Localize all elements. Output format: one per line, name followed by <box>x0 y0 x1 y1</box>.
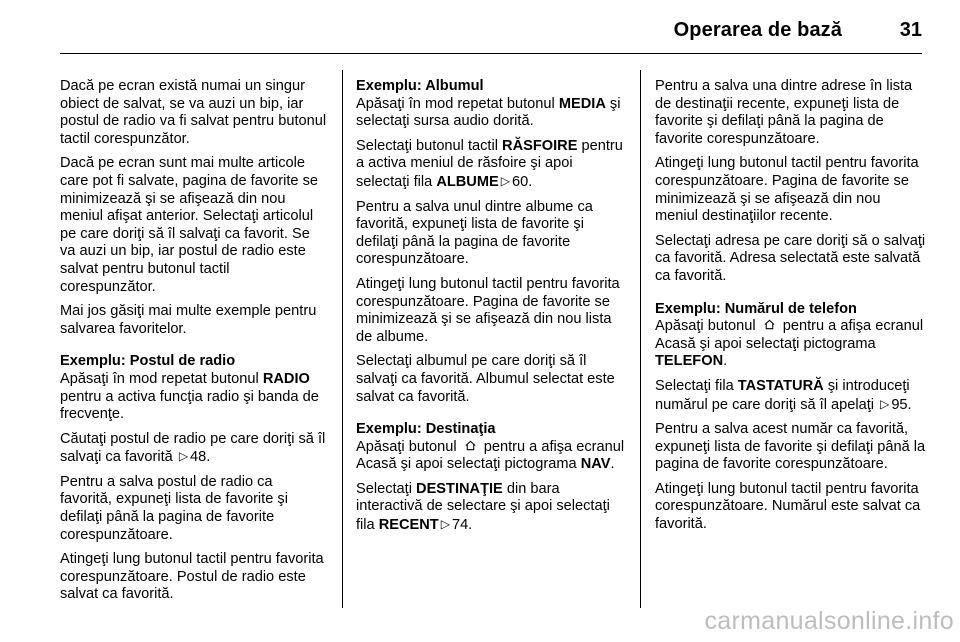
destination-label: DESTINAŢIE <box>416 480 503 497</box>
page-ref-arrow-icon: ▷ <box>440 517 450 532</box>
paragraph: Căutaţi postul de radio pe care doriţi să îl salvaţi ca favorită ▷ 48. <box>60 430 326 466</box>
paragraph: Pentru a salva unul dintre albume ca favorită, expuneţi lista de favorite şi defilaţi până la pagina de favorite corespunzătoare. <box>356 198 593 268</box>
header-divider <box>60 53 922 54</box>
media-button-label: MEDIA <box>558 95 606 112</box>
paragraph: Selectaţi adresa pe care doriţi să o salvaţi ca favorită. Adresa selectată este salvată ca favorită. <box>655 232 926 284</box>
paragraph: Pentru a salva acest număr ca favorită, expuneţi lista de favorite şi defilaţi până la pagina de favorite corespunzătoare. <box>655 421 926 473</box>
paragraph: Apăsaţi în mod repetat butonul RADIO pentru a activa funcţia radio şi banda de frecvenţe. <box>60 370 319 423</box>
column-2 <box>356 78 628 542</box>
phone-icon-label: TELEFON <box>655 353 724 370</box>
paragraph: Apăsaţi în mod repetat butonul MEDIA şi selectaţi sursa audio dorită. <box>356 95 621 130</box>
page-reference[interactable]: 74. <box>451 517 473 534</box>
page-footer <box>0 602 960 642</box>
column-divider-1 <box>342 70 343 608</box>
recent-tab-label: RECENT <box>378 517 439 534</box>
paragraph: Selectaţi fila TASTATURĂ şi introduceţi numărul pe care doriţi să îl apelaţi ▷ 95. <box>655 377 912 413</box>
page-reference[interactable]: 48. <box>190 449 211 466</box>
section-heading-phone: Exemplu: Numărul de telefon <box>655 300 857 317</box>
nav-icon-label: NAV <box>580 456 611 473</box>
home-icon <box>464 439 477 452</box>
page-title: Operarea de bază <box>673 19 842 41</box>
paragraph: Apăsaţi butonul pentru a afişa ecranul Acasă şi apoi selectaţi pictograma NAV. <box>356 438 625 473</box>
paragraph: Atingeţi lung butonul tactil pentru favorita corespunzătoare. Pagina de favorite se minimizează şi se afişează din nou meniul destinaţiilor recente. <box>655 155 919 225</box>
page-header <box>0 0 960 55</box>
column-1 <box>60 78 328 611</box>
keypad-tab-label: TASTATURĂ <box>737 377 824 394</box>
page-reference[interactable]: 95. <box>891 396 912 413</box>
radio-button-label: RADIO <box>262 370 310 387</box>
page-number: 31 <box>899 19 922 41</box>
section-heading-radio: Exemplu: Postul de radio <box>60 353 236 370</box>
paragraph: Atingeţi lung butonul tactil pentru favorita corespunzătoare. Pagina de favorite se minimizează şi se afişează din nou lista de albume. <box>356 275 620 345</box>
page-ref-arrow-icon: ▷ <box>880 396 890 411</box>
albums-tab-label: ALBUME <box>436 173 499 190</box>
section-heading-album: Exemplu: Albumul <box>356 78 484 94</box>
watermark: carmanualsonline.info <box>704 607 954 635</box>
paragraph: Pentru a salva postul de radio ca favorită, expuneţi lista de favorite şi defilaţi până la pagina de favorite corespunzătoare. <box>60 473 288 543</box>
paragraph: Selectaţi DESTINAŢIE din bara interactivă de selectare şi apoi selectaţi fila RECENT ▷ 74. <box>356 480 610 534</box>
column-divider-2 <box>640 70 641 608</box>
page-reference[interactable]: 60. <box>511 173 533 190</box>
paragraph: Selectaţi albumul pe care doriţi să îl salvaţi ca favorită. Albumul selectat este salvat ca favorită. <box>356 353 615 405</box>
page-ref-arrow-icon: ▷ <box>500 173 510 188</box>
paragraph: Mai jos găsiţi mai multe exemple pentru salvarea favoritelor. <box>60 303 317 337</box>
home-icon <box>763 318 776 331</box>
paragraph: Atingeţi lung butonul tactil pentru favorita corespunzătoare. Postul de radio este salvat ca favorită. <box>60 551 324 603</box>
section-heading-destination: Exemplu: Destinaţia <box>356 421 496 438</box>
paragraph: Pentru a salva una dintre adrese în lista de destinaţii recente, expuneţi lista de favorite şi defilaţi până la pagina de favorite corespunzătoare. <box>655 78 913 147</box>
column-3 <box>655 78 927 541</box>
paragraph: Dacă pe ecran sunt mai multe articole care pot fi salvate, pagina de favorite se minimizează şi se afişează din nou meniul afişat anterior. Selectaţi articolul pe care doriţi să îl salvaţi ca favorit. Se va auzi un bip, iar postul de radio este salvat pentru butonul tactil corespunzător. <box>60 155 318 295</box>
paragraph: Dacă pe ecran există numai un singur obiect de salvat, se va auzi un bip, iar postul de radio va fi salvat pentru butonul tactil corespunzător. <box>60 78 327 147</box>
paragraph: Atingeţi lung butonul tactil pentru favorita corespunzătoare. Numărul este salvat ca favorită. <box>655 480 921 533</box>
browse-button-label: RĂSFOIRE <box>502 137 578 154</box>
page-ref-arrow-icon: ▷ <box>178 449 189 464</box>
paragraph: Apăsaţi butonul pentru a afişa ecranul Acasă şi apoi selectaţi pictograma TELEFON. <box>655 318 924 370</box>
paragraph: Selectaţi butonul tactil RĂSFOIRE pentru a activa meniul de răsfoire şi apoi selectaţi fila ALBUME ▷ 60. <box>356 137 623 190</box>
